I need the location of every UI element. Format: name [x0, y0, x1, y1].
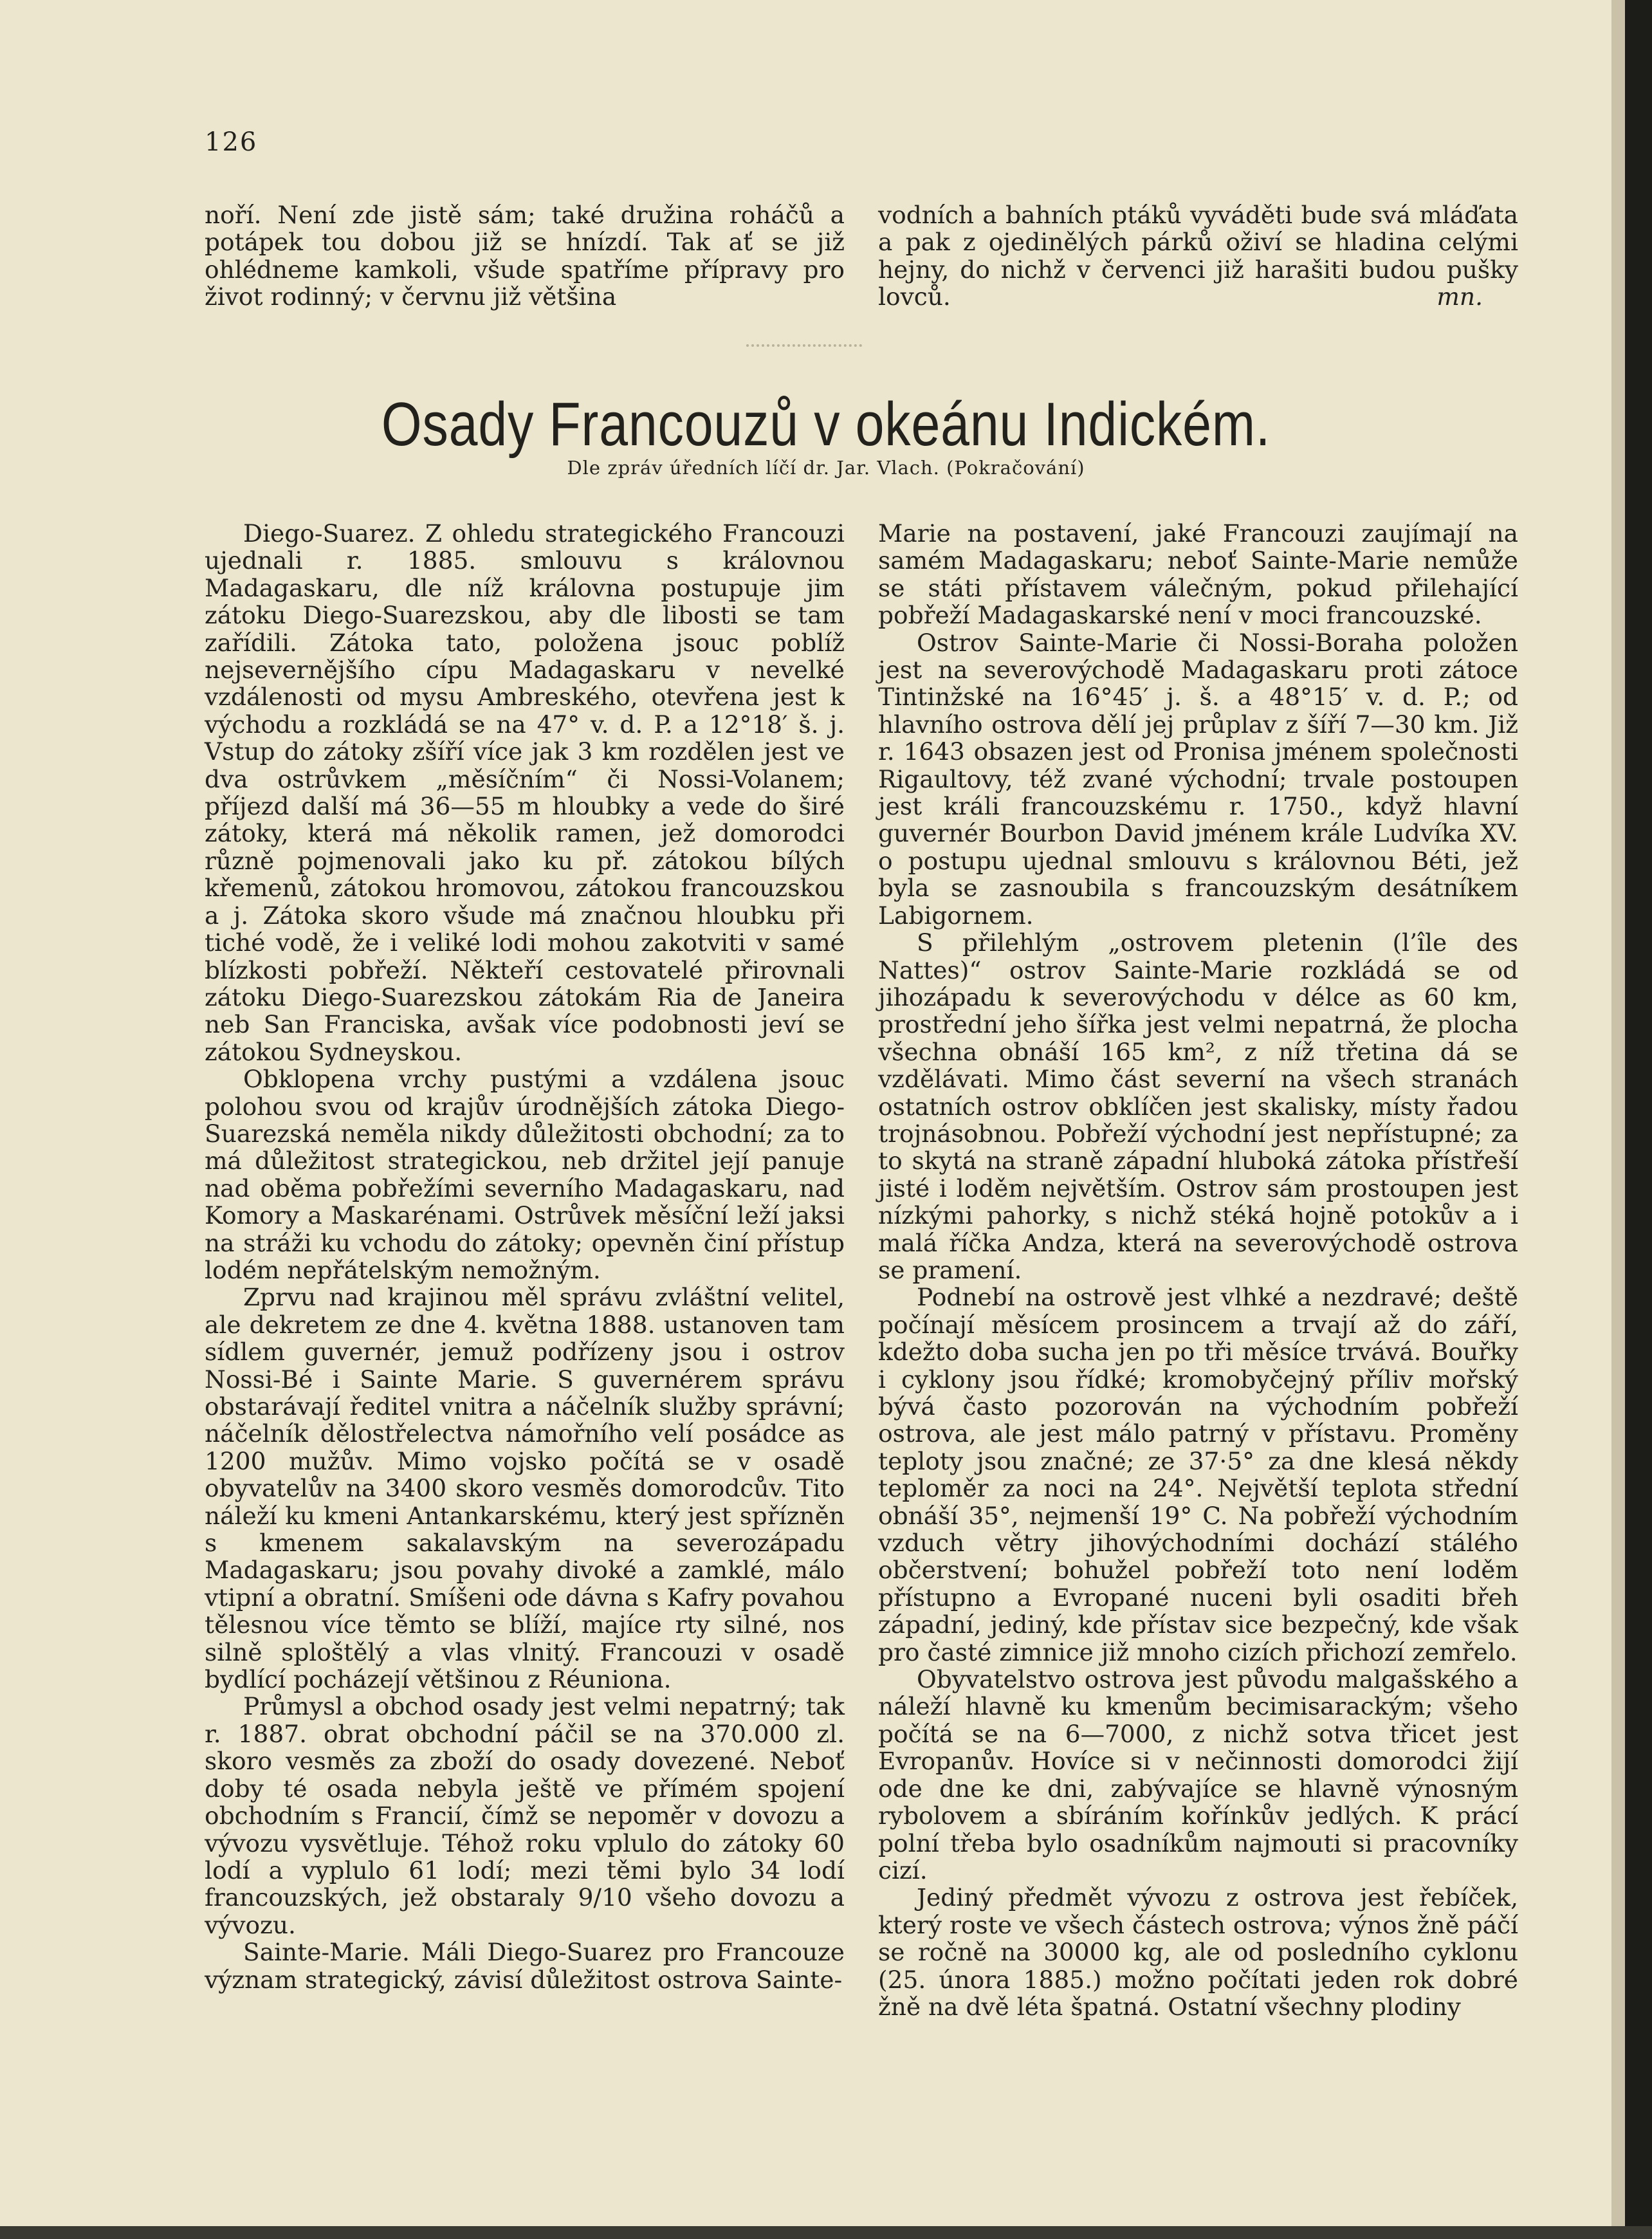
- scan-border: [1625, 0, 1652, 2239]
- paragraph: Marie na postavení, jaké Francouzi zaujímají na samém Madagaskaru; neboť Sainte-Marie nemůže se státi přístavem válečným, pokud přilehající pobřeží Madagaskarské není v moci francouzské.: [878, 519, 1518, 630]
- top-right-text: vodních a bahních ptáků vyváděti bude svá mláďata a pak z ojedinělých párků oživí se hladina celými hejny, do nichž v červenci již harašiti budou pušky lovců.: [878, 201, 1518, 311]
- article-title: Osady Francouzů v okeánu Indickém.: [381, 390, 1271, 459]
- page-number: 126: [205, 127, 258, 157]
- scan-border-bottom: [0, 2226, 1652, 2239]
- top-left-paragraph: [205, 201, 845, 311]
- paragraph: Jediný předmět vývozu z ostrova jest řebíček, který roste ve všech částech ostrova; výnos žně páčí se ročně na 30000 kg, ale od posledního cyklonu (25. února 1885.) možno počítati jeden rok dobré žně na dvě léta špatná. Ostatní všechny plodiny: [878, 1883, 1519, 2021]
- paragraph: Obyvatelstvo ostrova jest původu malgašského a náleží hlavně ku kmenům becimisarackým; všeho počítá se na 6—7000, z nichž sotva třicet jest Evropanův. Hovíce si v nečinnosti domorodci žijí ode dne ke dni, zabývajíce se hlavně výnosným rybolovem a sbíráním kořínkův jedlých. K prácí polní třeba bylo osadníkům najmouti si pracovníky cizí.: [878, 1665, 1518, 1884]
- right-column: [878, 520, 1518, 2020]
- paragraph: S přilehlým „ostrovem pletenin (l’île des Nattes)“ ostrov Sainte-Marie rozkládá se od jihozápadu k severovýchodu v délce as 60 km, prostřední jeho šířka jest velmi nepatrná, že plocha všechna obnáší 165 km², z níž třetina dá se vzdělávati. Mimo část severní na všech stranách ostatních ostrov obklíčen jest skalisky, místy řadou trojnásobnou. Pobřeží východní jest nepřístupné; za to skytá na straně západní hluboká zátoka přístřeší jisté i loděm největším. Ostrov sám prostoupen jest nízkými pahorky, s nichž stéká hojně potokův a i malá říčka Andza, která na severovýchodě ostrova se pramení.: [878, 928, 1518, 1284]
- left-column: [205, 520, 845, 1993]
- paragraph: Sainte-Marie. Máli Diego-Suarez pro Francouze význam strategický, závisí důležitost ostrova Sainte-: [205, 1938, 845, 1994]
- page-edge: [1611, 0, 1625, 2239]
- author-signature: mn.: [1436, 282, 1483, 311]
- article-subtitle: Dle zpráv úředních líčí dr. Jar. Vlach. (Pokračování): [567, 457, 1085, 479]
- paragraph: Zprvu nad krajinou měl správu zvláštní velitel, ale dekretem ze dne 4. května 1888. ustanoven tam sídlem guvernér, jemuž podřízeny jsou i ostrov Nossi-Bé i Sainte Marie. S guvernérem správu obstarávají ředitel vnitra a náčelník služby správní; náčelník dělostřelectva námořního velí posádce as 1200 mužův. Mimo vojsko počítá se v osadě obyvatelův na 3400 skoro vesměs domorodcův. Tito náleží ku kmeni Antankarskému, který jest spřízněn s kmenem sakalavským na severozápadu Madagaskaru; jsou povahy divoké a zamklé, málo vtipní a obratní. Smíšeni ode dávna s Kafry povahou tělesnou více těmto se blíží, majíce rty silné, nos silně sploštělý a vlas vlnitý. Francouzi v osadě bydlící pocházejí většinou z Réuniona.: [205, 1283, 845, 1694]
- paragraph: Podnebí na ostrově jest vlhké a nezdravé; deště počínají měsícem prosincem a trvají až do září, kdežto doba sucha jen po tři měsíce trvává. Bouřky i cyklony jsou řídké; kromobyčejný příliv mořský bývá často pozorován na východním pobřeží ostrova, ale jest málo patrný v přístavu. Proměny teploty jsou značné; ze 37·5° za dne klesá někdy teploměr za noci na 24°. Největší teplota střední obnáší 35°, nejmenší 19° C. Na pobřeží východním vzduch větry jihovýchodními dochází stálého občerstvení; bohužel pobřeží toto není loděm přístupno a Evropané nuceni byli osaditi břeh západní, jediný, kde přístav sice bezpečný, kde však pro časté zimnice již mnoho cizích přichozí zemřelo.: [878, 1283, 1518, 1666]
- separator-ornament: [746, 344, 862, 349]
- paragraph: Obklopena vrchy pustými a vzdálena jsouc polohou svou od krajův úrodnějších zátoka Diego-Suarezská neměla nikdy důležitosti obchodní; za to má důležitost strategickou, neb držitel její panuje nad oběma pobřežími severního Madagaskaru, nad Komory a Maskarénami. Ostrůvek měsíční leží jaksi na stráži ku vchodu do zátoky; opevněn činí přístup lodém nepřátelským nemožným.: [205, 1065, 845, 1284]
- paragraph: Průmysl a obchod osady jest velmi nepatrný; tak r. 1887. obrat obchodní páčil se na 370.000 zl. skoro vesměs za zboží do osady dovezené. Neboť doby té osada nebyla ještě ve přímém spojení obchodním s Francií, čímž se nepoměr v dovozu a vývozu vysvětluje. Téhož roku vplulo do zátoky 60 lodí a vyplulo 61 lodí; mezi těmi bylo 34 lodí francouzských, jež obstaraly 9/10 všeho dovozu a vývozu.: [205, 1692, 845, 1939]
- paragraph: Ostrov Sainte-Marie či Nossi-Boraha položen jest na severovýchodě Madagaskaru proti zátoce Tintinžské na 16°45′ j. š. a 48°15′ v. d. P.; od hlavního ostrova dělí jej průplav z šíří 7—30 km. Již r. 1643 obsazen jest od Pronisa jménem společnosti Rigaultovy, též zvané východní; trvale postoupen jest králi francouzskému r. 1750., když hlavní guvernér Bourbon David jménem krále Ludvíka XV. o postupu ujednal smlouvu s královnou Béti, jež byla se zasnoubila s francouzským desátníkem Labigornem.: [878, 628, 1518, 930]
- paragraph: Diego-Suarez. Z ohledu strategického Francouzi ujednali r. 1885. smlouvu s královnou Madagaskaru, dle níž královna postupuje jim zátoku Diego-Suarezskou, aby dle libosti se tam zařídili. Zátoka tato, položena jsouc poblíž nejsevernějšího cípu Madagaskaru v nevelké vzdálenosti od mysu Ambreského, otevřena jest k východu a rozkládá se na 47° v. d. P. a 12°18′ š. j. Vstup do zátoky zšíří více jak 3 km rozdělen jest ve dva ostrůvkem „měsíčním“ či Nossi-Volanem; příjezd další má 36—55 m hloubky a vede do širé zátoky, která má několik ramen, jež domorodci různě pojmenovali jako ku př. zátokou bílých křemenů, zátokou hromovou, zátokou francouzskou a j. Zátoka skoro všude má značnou hloubku při tiché vodě, že i veliké lodi mohou zakotviti v samé blízkosti pobřeží. Někteří cestovatelé přirovnali zátoku Diego-Suarezskou zátokám Ria de Janeira neb San Franciska, avšak více podobnosti jeví se zátokou Sydneyskou.: [205, 519, 845, 1066]
- top-left-text: noří. Není zde jistě sám; také družina roháčů a potápek tou dobou již se hnízdí. Tak ať se již ohlédneme kamkoli, všude spatříme přípravy pro život rodinný; v červnu již většina: [205, 201, 845, 311]
- top-right-paragraph: [878, 201, 1518, 311]
